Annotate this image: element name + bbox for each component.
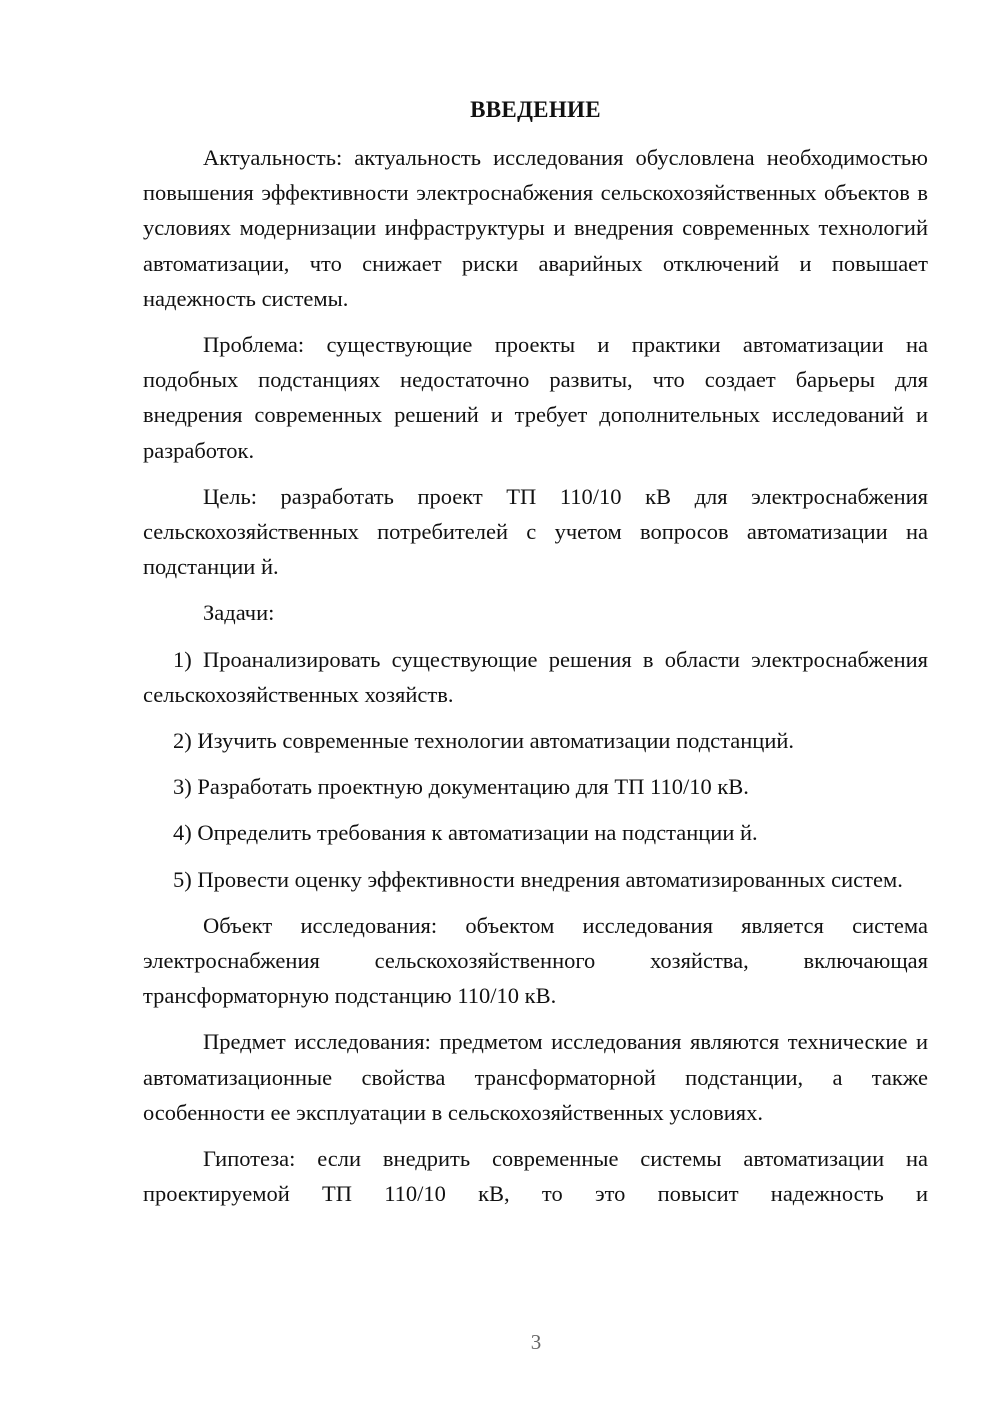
paragraph-object: Объект исследования: объектом исследования является система электроснабжения сельскохозяйственного хозяйства, включающая трансформаторную подстанцию 110/10 кВ. [143,912,928,1009]
paragraph-tasks-heading: Задачи: [203,600,275,626]
task-item-5: 5) Провести оценку эффективности внедрения автоматизированных систем. [173,866,903,892]
task-item-3: 3) Разработать проектную документацию для ТП 110/10 кВ. [173,774,749,800]
document-page [143,92,928,1222]
paragraph-goal: Цель: разработать проект ТП 110/10 кВ для электроснабжения сельскохозяйственных потребителей с учетом вопросов автоматизации на подстанции й. [143,483,928,580]
task-item-2: 2) Изучить современные технологии автоматизации подстанций. [173,728,795,754]
task-item-1: 1) Проанализировать существующие решения в области электроснабжения сельскохозяйственных хозяйств. [143,646,928,707]
task-item-4: 4) Определить требования к автоматизации на подстанции й. [173,820,758,846]
section-title: ВВЕДЕНИЕ [470,97,601,122]
paragraph-relevance: Актуальность: актуальность исследования обусловлена необходимостью повышения эффективности электроснабжения сельскохозяйственных объектов в условиях модернизации инфраструктуры и внедрения современных технологий автоматизации, что снижает риски аварийных отключений и повышает надежность системы. [143,145,928,311]
paragraph-problem: Проблема: существующие проекты и практики автоматизации на подобных подстанциях недостаточно развиты, что создает барьеры для внедрения современных решений и требует дополнительных исследований и разработок. [143,332,928,463]
paragraph-subject: Предмет исследования: предметом исследования являются технические и автоматизационные свойства трансформаторной подстанции, а также особенности ее эксплуатации в сельскохозяйственных условиях. [143,1029,928,1125]
paragraph-hypothesis: Гипотеза: если внедрить современные системы автоматизации на проектируемой ТП 110/10 кВ, то это повысит надежность и [143,1146,928,1207]
page-number: 3 [530,1330,542,1354]
